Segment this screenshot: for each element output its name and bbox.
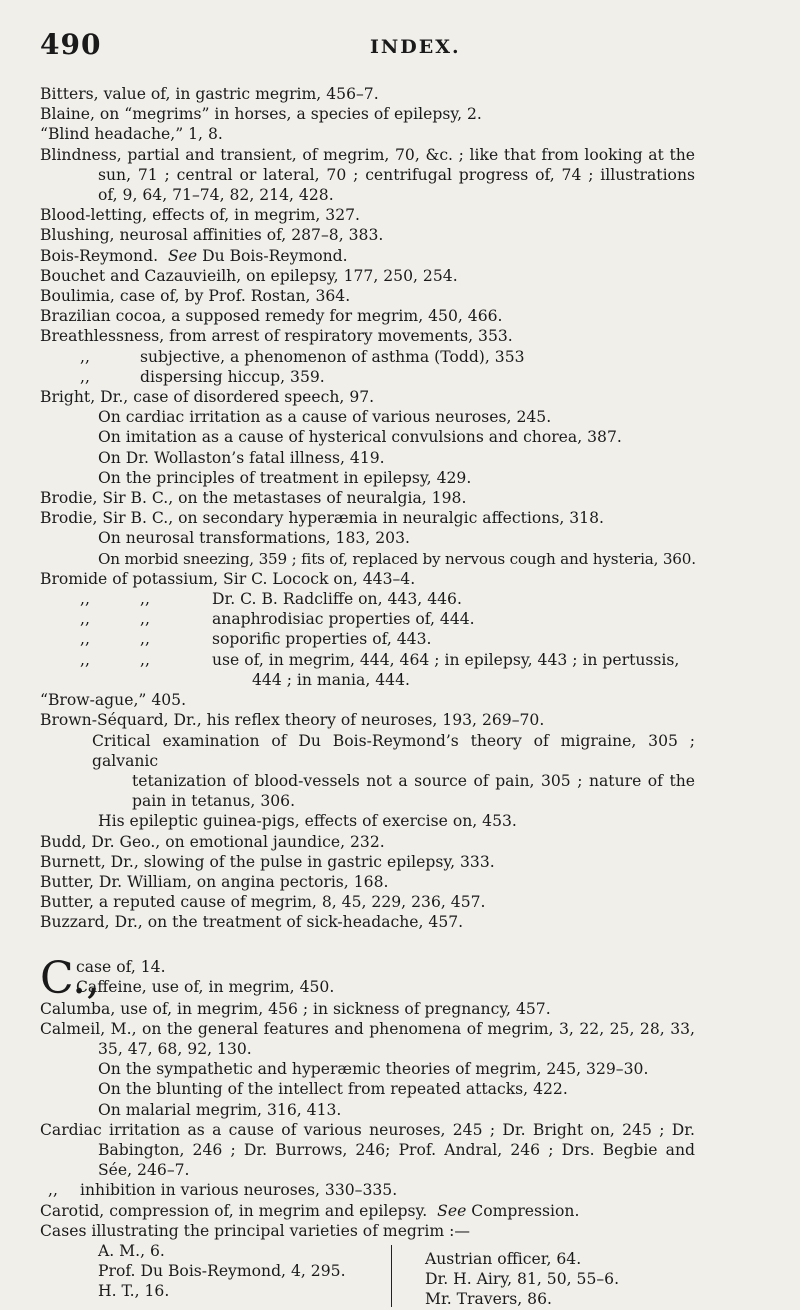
subentry-text: inhibition in various neuroses, 330–335. — [80, 1181, 398, 1200]
ditto-mark: ,, — [80, 367, 90, 386]
index-subentry: On the blunting of the intellect from repeated attacks, 422. — [98, 1080, 568, 1099]
index-entry: Bitters, value of, in gastric megrim, 456–7. — [40, 85, 379, 103]
cases-right-column — [425, 1241, 695, 1310]
case-item: Prof. Du Bois-Reymond, 4, 295. — [98, 1262, 346, 1281]
column-divider — [391, 1245, 392, 1307]
subentry-text: anaphrodisiac properties of, 444. — [212, 610, 475, 629]
index-entry: “Blind headache,” 1, 8. — [40, 125, 223, 144]
subentry-text: soporific properties of, 443. — [212, 630, 432, 649]
running-title: INDEX. — [370, 36, 461, 58]
index-entry: Cases illustrating the principal varieties of megrim :— — [40, 1221, 470, 1240]
index-entry: Breathlessness, from arrest of respiratory movements, 353. — [40, 327, 513, 346]
index-entry: Burnett, Dr., slowing of the pulse in gastric epilepsy, 333. — [40, 852, 495, 871]
page-number: 490 — [40, 28, 102, 61]
index-subentry — [40, 589, 695, 609]
index-entry: Blood-letting, effects of, in megrim, 327. — [40, 206, 361, 225]
index-entry: Boulimia, case of, by Prof. Rostan, 364. — [40, 287, 351, 306]
index-entry: Brodie, Sir B. C., on secondary hyperæmia in neuralgic affections, 318. — [40, 509, 604, 528]
index-entry — [40, 1201, 695, 1221]
index-subentry: On imitation as a cause of hysterical convulsions and chorea, 387. — [98, 428, 622, 447]
index-entry: Brazilian cocoa, a supposed remedy for megrim, 450, 466. — [40, 307, 503, 326]
subentry-text: subjective, a phenomenon of asthma (Todd), 353 — [140, 347, 525, 366]
see-reference-word: See — [167, 246, 198, 265]
index-subentry — [40, 367, 695, 387]
subentry-text: dispersing hiccup, 359. — [140, 367, 325, 386]
ditto-mark: ,, — [80, 610, 90, 629]
cases-left-column — [98, 1241, 398, 1302]
case-item: Austrian officer, 64. — [425, 1249, 582, 1268]
index-entry-continuation: Sée, 246–7. — [98, 1161, 190, 1180]
subentry-text: use of, in megrim, 444, 464 ; in epilepsy, 443 ; in pertussis, — [212, 650, 680, 669]
index-entry: Bright, Dr., case of disordered speech, 97. — [40, 388, 375, 407]
index-entry: Budd, Dr. Geo., on emotional jaundice, 232. — [40, 832, 385, 851]
case-item: A. M., 6. — [98, 1241, 165, 1260]
index-subentry — [40, 629, 695, 649]
subentry-text: Dr. C. B. Radcliffe on, 443, 446. — [212, 590, 462, 609]
index-subentry: His epileptic guinea-pigs, effects of exercise on, 453. — [98, 812, 517, 831]
cases-columns — [40, 1241, 695, 1309]
index-subentry-continuation: tetanization of blood-vessels not a source of pain, 305 ; nature of the — [132, 771, 695, 790]
index-subentry — [40, 1180, 695, 1200]
case-item: Mr. Travers, 86. — [425, 1290, 552, 1309]
index-entry: Butter, a reputed cause of megrim, 8, 45, 229, 236, 457. — [40, 893, 486, 912]
index-entry: “Brow-ague,” 405. — [40, 691, 187, 710]
index-subentry — [40, 347, 695, 367]
index-subentry — [40, 609, 695, 629]
index-entry: Bouchet and Cazauvieilh, on epilepsy, 177, 250, 254. — [40, 266, 458, 285]
ditto-mark: ,, — [48, 1181, 58, 1200]
index-entry: Buzzard, Dr., on the treatment of sick-headache, 457. — [40, 913, 464, 932]
index-subentry: On neurosal transformations, 183, 203. — [98, 529, 410, 548]
index-subentry: On malarial megrim, 316, 413. — [98, 1100, 342, 1119]
index-subentry — [40, 650, 695, 670]
index-entry: Brown-Séquard, Dr., his reflex theory of neuroses, 193, 269–70. — [40, 711, 545, 730]
index-subentry-continuation: pain in tetanus, 306. — [132, 792, 296, 811]
ditto-mark: ,, — [80, 590, 90, 609]
index-subentry: On the principles of treatment in epilepsy, 429. — [98, 468, 472, 487]
index-entry-continuation: 35, 47, 68, 92, 130. — [98, 1039, 252, 1058]
section-c — [40, 952, 695, 1004]
index-subentry-continuation: 444 ; in mania, 444. — [252, 670, 410, 689]
ditto-mark: ,, — [80, 630, 90, 649]
index-subentry: On the sympathetic and hyperæmic theories of megrim, 245, 329–30. — [98, 1060, 649, 1079]
index-entry: Blindness, partial and transient, of megrim, 70, &c. ; like that from looking at the — [40, 145, 695, 164]
see-reference-word: See — [437, 1201, 467, 1220]
see-reference-target: Du Bois-Reymond. — [202, 246, 348, 265]
ditto-mark: ,, — [140, 630, 150, 649]
index-entry-continuation: sun, 71 ; central or lateral, 70 ; centrifugal progress of, 74 ; illustrations — [98, 165, 695, 184]
index-subentry: On cardiac irritation as a cause of various neuroses, 245. — [98, 408, 552, 427]
see-reference-target: Compression. — [471, 1201, 580, 1220]
index-entry: Calmeil, M., on the general features and phenomena of megrim, 3, 22, 25, 28, 33, — [40, 1019, 695, 1038]
case-item: Dr. H. Airy, 81, 50, 55–6. — [425, 1270, 620, 1289]
index-entry: Cardiac irritation as a cause of various neuroses, 245 ; Dr. Bright on, 245 ; Dr. — [40, 1120, 695, 1139]
index-entry: Butter, Dr. William, on angina pectoris, 168. — [40, 872, 389, 891]
ditto-mark: ,, — [80, 650, 90, 669]
ditto-mark: ,, — [140, 650, 150, 669]
index-entry: Blushing, neurosal affinities of, 287–8, 383. — [40, 226, 384, 245]
ditto-mark: ,, — [80, 347, 90, 366]
index-entry — [40, 246, 695, 266]
index-entry: case of, 14. — [76, 957, 166, 976]
ditto-mark: ,, — [140, 590, 150, 609]
section-initial: C., — [40, 952, 101, 1004]
index-entry-continuation: Babington, 246 ; Dr. Burrows, 246; Prof. Andral, 246 ; Drs. Begbie and — [98, 1140, 695, 1159]
ditto-mark: ,, — [140, 610, 150, 629]
index-entry: Bromide of potassium, Sir C. Locock on, 443–4. — [40, 569, 416, 588]
section-gap — [40, 933, 695, 959]
index-subentry: Critical examination of Du Bois-Reymond’s theory of migraine, 305 ; galvanic — [92, 731, 695, 770]
index-entry-continuation: of, 9, 64, 71–74, 82, 214, 428. — [98, 186, 334, 205]
index-entries — [40, 84, 696, 1309]
page-header — [40, 28, 760, 68]
entry-head: Carotid, compression of, in megrim and epilepsy. — [40, 1201, 428, 1220]
index-entry: Caffeine, use of, in megrim, 450. — [76, 977, 335, 996]
index-subentry: On Dr. Wollaston’s fatal illness, 419. — [98, 448, 385, 467]
entry-head: Bois-Reymond. — [40, 246, 159, 265]
case-item: H. T., 16. — [98, 1282, 170, 1301]
index-entry: Calumba, use of, in megrim, 456 ; in sickness of pregnancy, 457. — [40, 999, 551, 1018]
index-subentry: On morbid sneezing, 359 ; fits of, replaced by nervous cough and hysteria, 360. — [98, 549, 696, 568]
index-entry: Blaine, on “megrims” in horses, a species of epilepsy, 2. — [40, 105, 482, 124]
index-entry: Brodie, Sir B. C., on the metastases of neuralgia, 198. — [40, 489, 467, 508]
